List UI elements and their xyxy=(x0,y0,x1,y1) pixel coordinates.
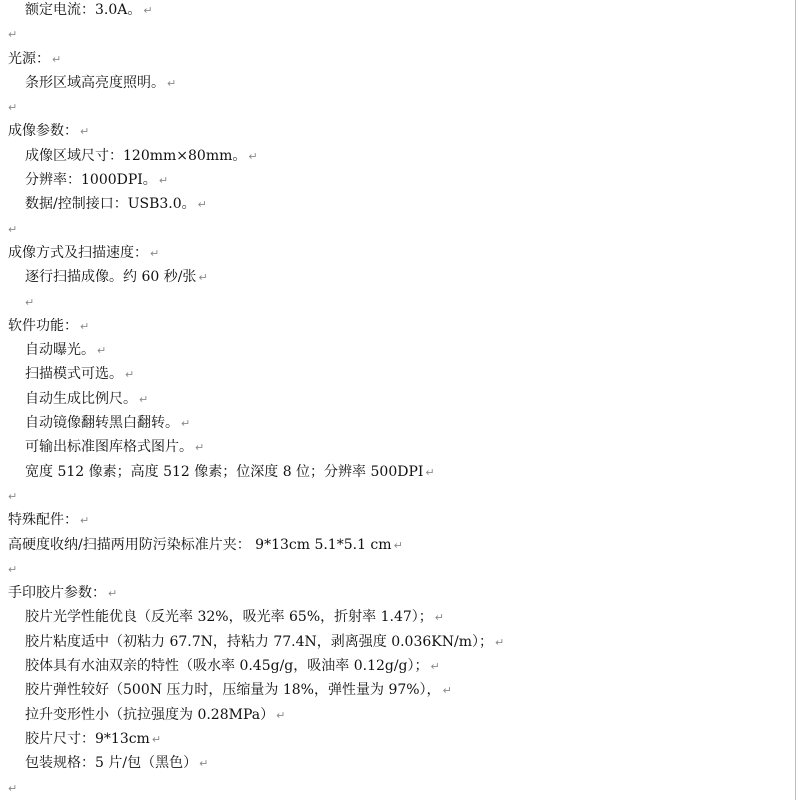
paragraph-line xyxy=(8,144,790,168)
paragraph-line xyxy=(8,605,790,629)
paragraph-mark-icon: ↵ xyxy=(80,125,90,139)
paragraph-text: 成像参数： xyxy=(8,123,78,140)
paragraph-text: 软件功能： xyxy=(8,317,78,334)
paragraph-line xyxy=(8,751,790,775)
paragraph-text: 可输出标准图库格式图片。 xyxy=(25,439,193,456)
paragraph-mark-icon: ↵ xyxy=(167,76,177,90)
paragraph-line xyxy=(8,703,790,727)
paragraph-mark-icon: ↵ xyxy=(494,635,505,649)
paragraph-mark-icon: ↵ xyxy=(80,514,90,528)
paragraph-line xyxy=(8,168,790,192)
empty-paragraph xyxy=(8,484,790,508)
paragraph-line xyxy=(8,581,790,605)
paragraph-text: 胶片弹性较好（500N 压力时，压缩量为 18%，弹性量为 97%）， xyxy=(25,682,441,699)
empty-paragraph xyxy=(8,95,790,119)
paragraph-text: 胶片光学性能优良（反光率 32%，吸光率 65%，折射率 1.47）； xyxy=(25,609,433,626)
paragraph-text: 成像方式及扫描速度： xyxy=(8,244,148,261)
paragraph-text: 手印胶片参数： xyxy=(8,585,106,602)
paragraph-line xyxy=(8,630,790,654)
paragraph-mark-icon: ↵ xyxy=(80,319,90,333)
paragraph-mark-icon: ↵ xyxy=(248,149,258,163)
paragraph-line xyxy=(8,362,790,386)
paragraph-line xyxy=(8,533,790,557)
paragraph-line xyxy=(8,508,790,532)
paragraph-mark-icon: ↵ xyxy=(198,271,208,285)
paragraph-text: 胶片粘度适中（初粘力 67.7N，持粘力 77.4N，剥离强度 0.036KN/m）； xyxy=(25,633,493,650)
paragraph-text: 额定电流：3.0A。 xyxy=(25,2,142,18)
paragraph-text: 胶片尺寸：9*13cm xyxy=(25,730,150,747)
paragraph-mark-icon: ↵ xyxy=(197,198,207,212)
paragraph-line xyxy=(8,192,790,216)
paragraph-mark-icon: ↵ xyxy=(125,368,135,382)
paragraph-text: 高硬度收纳/扫描两用防污染标准片夹： 9*13cm 5.1*5.1 cm xyxy=(8,536,392,553)
paragraph-text: 自动曝光。 xyxy=(25,342,95,359)
paragraph-mark-icon: ↵ xyxy=(181,417,191,431)
paragraph-text: 自动生成比例尺。 xyxy=(25,390,137,407)
paragraph-line xyxy=(8,241,790,265)
paragraph-line xyxy=(8,411,790,435)
paragraph-mark-icon: ↵ xyxy=(143,4,153,17)
paragraph-mark-icon: ↵ xyxy=(8,28,18,42)
paragraph-line xyxy=(8,727,790,751)
document-body xyxy=(8,0,790,800)
page-right-edge xyxy=(795,0,796,800)
paragraph-text: 拉升变形性小（抗拉强度为 0.28MPa） xyxy=(25,706,275,723)
paragraph-line xyxy=(8,0,790,22)
paragraph-mark-icon: ↵ xyxy=(139,392,149,406)
paragraph-mark-icon: ↵ xyxy=(151,732,162,746)
paragraph-mark-icon: ↵ xyxy=(199,757,209,771)
paragraph-text: 特殊配件： xyxy=(8,512,78,529)
paragraph-mark-icon: ↵ xyxy=(425,465,435,479)
paragraph-text: 胶体具有水油双亲的特性（吸水率 0.45g/g，吸油率 0.12g/g）； xyxy=(25,658,429,675)
paragraph-text: 宽度 512 像素；高度 512 像素；位深度 8 位；分辨率 500DPI xyxy=(25,463,424,480)
paragraph-text: 逐行扫描成像。约 60 秒/张 xyxy=(25,269,197,286)
empty-paragraph xyxy=(8,22,790,46)
paragraph-text: 分辨率：1000DPI。 xyxy=(25,172,157,189)
paragraph-text: 自动镜像翻转黑白翻转。 xyxy=(25,415,179,432)
paragraph-text: 扫描模式可选。 xyxy=(25,366,123,383)
paragraph-mark-icon: ↵ xyxy=(97,344,107,358)
paragraph-line xyxy=(8,338,790,362)
empty-paragraph xyxy=(8,217,790,241)
paragraph-line xyxy=(8,678,790,702)
paragraph-mark-icon: ↵ xyxy=(430,660,440,674)
paragraph-line xyxy=(8,387,790,411)
paragraph-text: 光源： xyxy=(8,50,50,67)
paragraph-line xyxy=(8,119,790,143)
paragraph-line xyxy=(8,47,790,71)
paragraph-line xyxy=(8,71,790,95)
empty-paragraph xyxy=(8,290,790,314)
paragraph-mark-icon: ↵ xyxy=(25,295,35,309)
paragraph-mark-icon: ↵ xyxy=(158,174,169,188)
paragraph-line xyxy=(8,265,790,289)
paragraph-mark-icon: ↵ xyxy=(8,562,18,576)
paragraph-text: 条形区域高亮度照明。 xyxy=(25,74,165,91)
paragraph-mark-icon: ↵ xyxy=(150,246,160,260)
paragraph-mark-icon: ↵ xyxy=(276,708,286,722)
paragraph-mark-icon: ↵ xyxy=(108,587,118,601)
paragraph-mark-icon: ↵ xyxy=(8,222,18,236)
paragraph-text: 成像区域尺寸：120mm×80mm。 xyxy=(25,147,247,164)
paragraph-mark-icon: ↵ xyxy=(52,52,62,66)
paragraph-text: 包装规格：5 片/包（黑色） xyxy=(25,755,198,772)
paragraph-mark-icon: ↵ xyxy=(195,441,205,455)
paragraph-text: 数据/控制接口：USB3.0。 xyxy=(25,196,196,213)
paragraph-mark-icon: ↵ xyxy=(434,611,444,625)
paragraph-mark-icon: ↵ xyxy=(8,781,18,795)
paragraph-mark-icon: ↵ xyxy=(8,489,18,503)
empty-paragraph xyxy=(8,776,790,800)
paragraph-line xyxy=(8,460,790,484)
paragraph-line xyxy=(8,435,790,459)
paragraph-mark-icon: ↵ xyxy=(442,684,452,698)
paragraph-mark-icon: ↵ xyxy=(393,538,403,552)
paragraph-line xyxy=(8,314,790,338)
paragraph-mark-icon: ↵ xyxy=(8,101,18,115)
paragraph-line xyxy=(8,654,790,678)
empty-paragraph xyxy=(8,557,790,581)
